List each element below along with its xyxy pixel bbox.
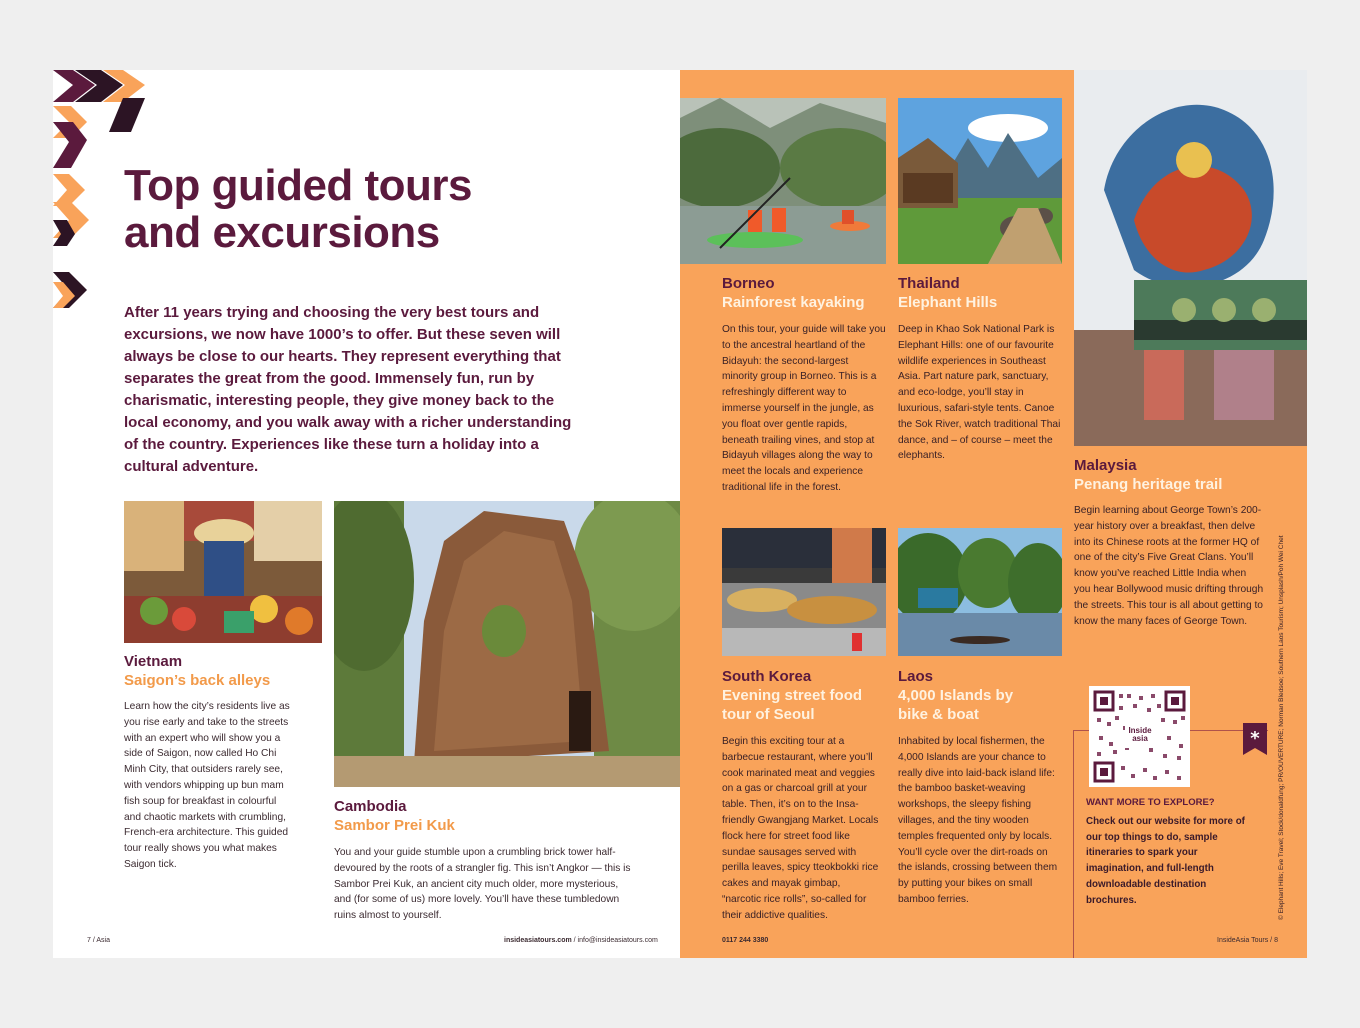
borneo-tour: Rainforest kayaking	[722, 294, 865, 311]
borneo-kayak-photo	[680, 98, 886, 264]
title-line-1: Top guided tours	[124, 161, 473, 210]
laos-islands-photo	[898, 528, 1062, 656]
malaysia-penang-photo	[1074, 70, 1307, 446]
photo-credits: © Elephant Hills; Eve Travel; Stock/donaldfung; PR/OUVERTURE; Norman Bledsoe; Southern Laos Tourism; Unsplash/Poh Wei Chet	[1278, 535, 1285, 920]
footer-separator: /	[571, 937, 578, 944]
right-footer-phone: 0117 244 3380	[722, 937, 769, 944]
left-page	[53, 70, 680, 958]
malaysia-body: Begin learning about George Town’s 200-year history over a breakfast, then delve into its Chinese roots at the former HQ of one of the city’s Five Great Clans. You’ll know you’ve reached Little India when you hear Bollywood music drifting through the streets. This tour is all about getting to know the many faces of George Town.	[1074, 505, 1264, 627]
korea-street-food-photo	[722, 528, 886, 656]
cambodia-heading	[334, 797, 634, 835]
borneo-place: Borneo	[722, 275, 775, 292]
korea-tour-line-2: tour of Seoul	[722, 706, 815, 723]
vietnam-body: Learn how the city’s residents live as you rise early and take to the streets with an expert who will show you a side of Saigon, now called Ho Chi Minh City, that outsiders rarely see, with vendors whipping up bun mam fish soup for breakfast in colourful and chaotic markets with crumbling, French-era architecture. This guided tour really shows you what makes Saigon tick.	[124, 701, 290, 870]
borneo-body: On this tour, your guide will take you to the ancestral heartland of the Bidayuh: the second-largest minority group in Borneo. This is a refreshingly different way to immerse yourself in the jungle, as you float over gentle rapids, beneath trailing vines, and stop at Bidayuh villages along the way to meet the locals and experience traditional life in the forest.	[722, 324, 886, 493]
footer-website-link[interactable]: insideasiatours.com	[504, 937, 572, 944]
thailand-elephant-photo	[898, 98, 1062, 264]
korea-heading	[722, 667, 892, 724]
laos-body: Inhabited by local fishermen, the 4,000 Islands are your chance to really dive into laid-back island life: the bamboo basket-weaving workshops, the sleepy fishing villages, and the tiny wooden temples frequented only by locals. You’ll cycle over the dirt-roads on the islands, crossing between them by putting your bikes on small bamboo ferries.	[898, 736, 1058, 905]
left-footer-contact	[504, 937, 658, 944]
brochure-spread	[53, 70, 1307, 958]
right-page	[680, 70, 1307, 958]
borneo-heading	[722, 274, 892, 312]
qr-code[interactable]	[1089, 686, 1190, 787]
page-title	[124, 162, 604, 256]
title-line-2: and excursions	[124, 208, 440, 257]
intro-paragraph: After 11 years trying and choosing the very best tours and excursions, we now have 1000’s to offer. But these seven will always be close to our hearts. They represent everything that separates the great from the good. Immensely fun, run by charismatic, interesting people, they give money back to the local economy, and you walk away with a richer understanding of the country. Experiences like these turn a holiday into a cultural adventure.	[124, 304, 572, 475]
promo-heading: WANT MORE TO EXPLORE?	[1086, 797, 1215, 808]
vietnam-place: Vietnam	[124, 653, 183, 670]
malaysia-tour: Penang heritage trail	[1074, 476, 1223, 493]
svg-text:*: *	[1250, 728, 1260, 749]
laos-place: Laos	[898, 668, 934, 685]
vietnam-heading	[124, 652, 324, 690]
left-footer-page: 7 / Asia	[87, 937, 110, 944]
vietnam-tour: Saigon’s back alleys	[124, 672, 271, 689]
cambodia-place: Cambodia	[334, 798, 407, 815]
asterisk-icon	[1243, 723, 1267, 755]
promo-body: Check out our website for more of our top things to do, sample itineraries to spark your imagination, and full-length downloadable destination brochures.	[1086, 816, 1245, 906]
laos-tour-line-2: bike & boat	[898, 706, 979, 723]
promo-text	[1086, 797, 1256, 908]
malaysia-heading	[1074, 456, 1294, 494]
cambodia-ruins-photo	[334, 501, 680, 787]
korea-body: Begin this exciting tour at a barbecue restaurant, where you’ll cook marinated meat and veggies on a gas or charcoal grill at your table. Then, it’s on to the Insa-friendly Gwangjang Market. Locals flock here for street food like sundae sausages served with perilla leaves, spicy tteokbokki rice cakes and mayak gimbap, “narcotic rice rolls”, so-called for their addictive qualities.	[722, 736, 879, 921]
vietnam-market-photo	[124, 501, 322, 643]
malaysia-place: Malaysia	[1074, 457, 1137, 474]
right-footer-page: InsideAsia Tours / 8	[1217, 937, 1278, 944]
footer-email-link[interactable]: info@insideasiatours.com	[577, 937, 658, 944]
thailand-tour: Elephant Hills	[898, 294, 998, 311]
cambodia-body: You and your guide stumble upon a crumbling brick tower half-devoured by the roots of a strangler fig. This isn’t Angkor — this is Sambor Prei Kuk, an ancient city much older, more mysterious, and (for some of us) more lovely. You’ll have these tumbledown ruins almost to yourself.	[334, 847, 631, 922]
thailand-place: Thailand	[898, 275, 960, 292]
korea-tour-line-1: Evening street food	[722, 687, 863, 704]
qr-logo-line-1: Inside	[1128, 726, 1152, 735]
cambodia-tour: Sambor Prei Kuk	[334, 817, 455, 834]
qr-logo	[1124, 727, 1156, 743]
laos-heading	[898, 667, 1068, 724]
thailand-heading	[898, 274, 1068, 312]
qr-logo-line-2: asia	[1132, 734, 1148, 743]
korea-place: South Korea	[722, 668, 812, 685]
thailand-body: Deep in Khao Sok National Park is Elephant Hills: one of our favourite wildlife experiences in Southeast Asia. Part nature park, sanctuary, and eco-lodge, you’ll stay in luxurious, safari-style tents. Canoe the Sok River, watch traditional Thai dance, and – of course – meet the elephants.	[898, 324, 1061, 462]
laos-tour-line-1: 4,000 Islands by	[898, 687, 1014, 704]
